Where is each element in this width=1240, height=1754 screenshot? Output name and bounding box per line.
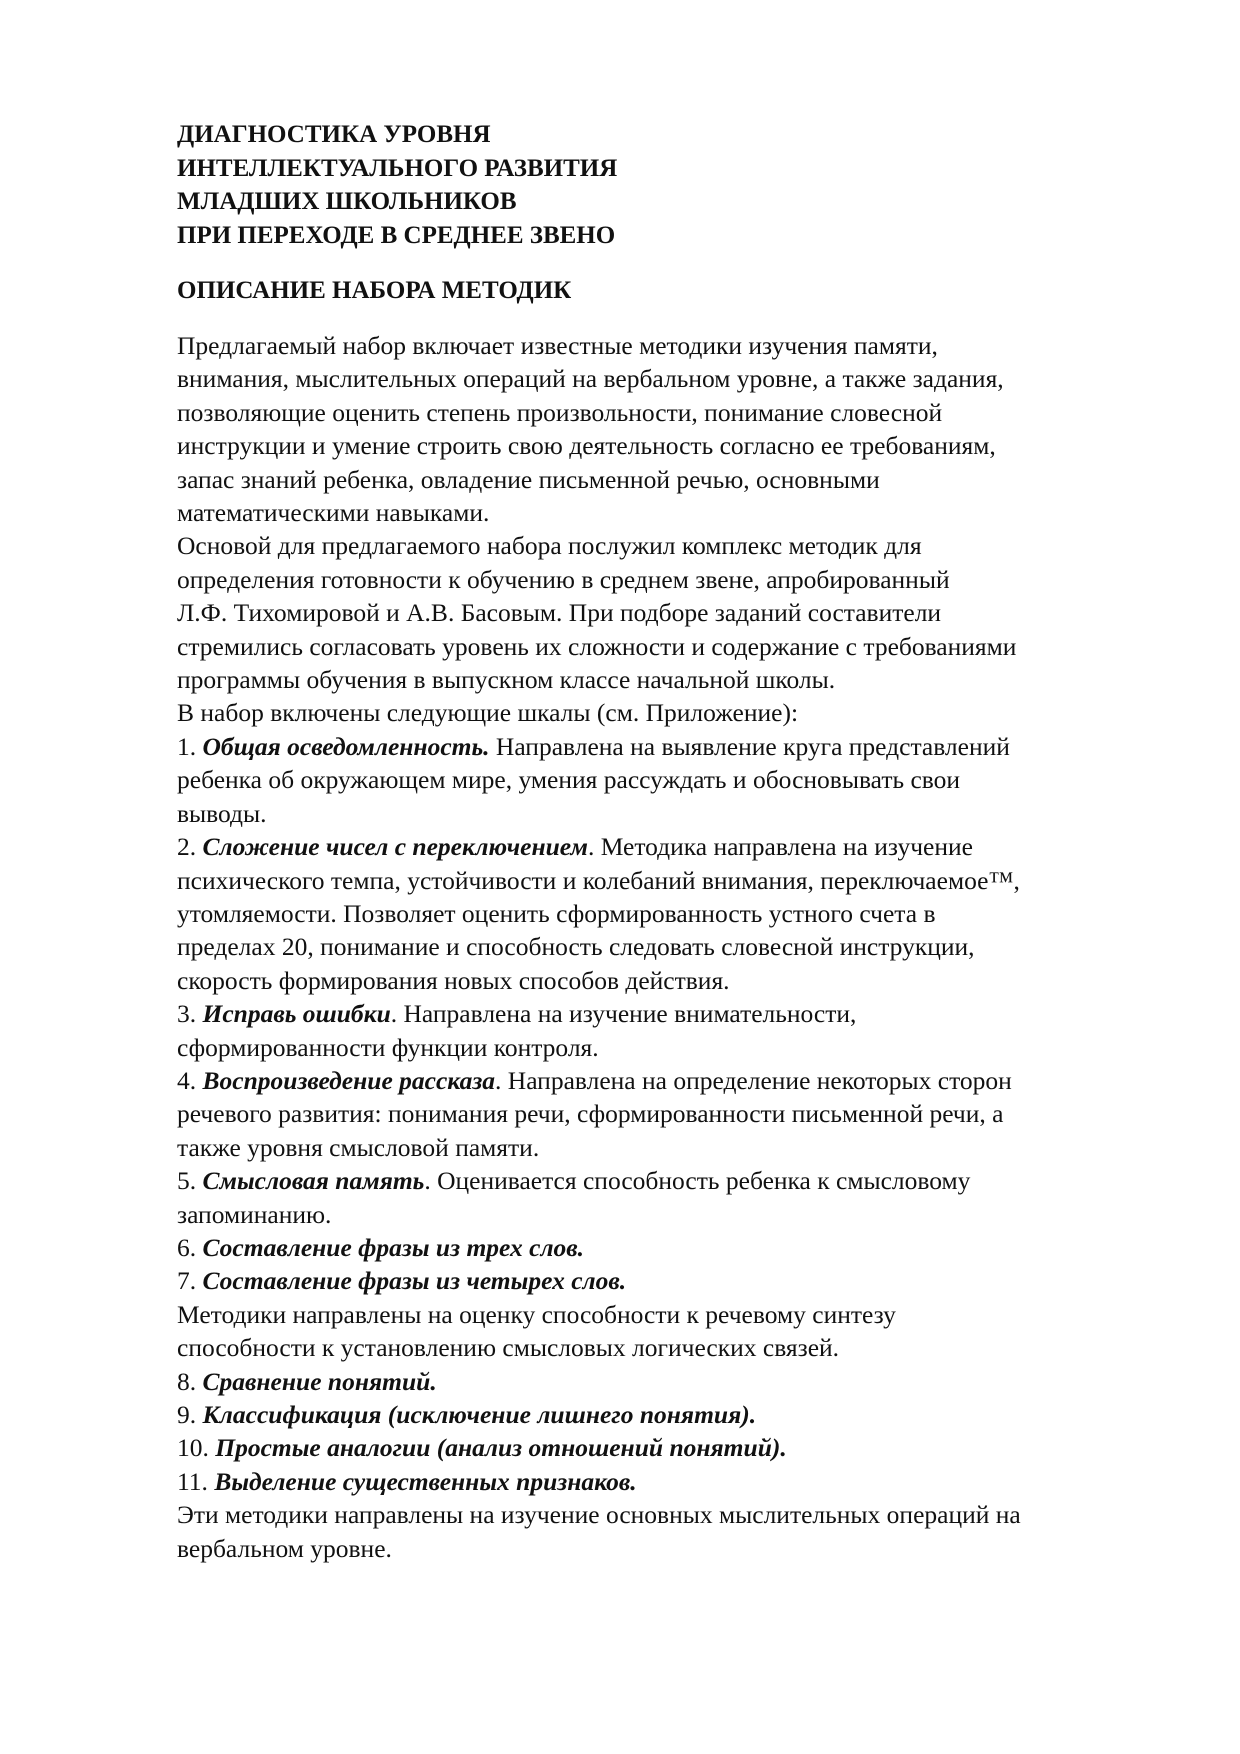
- item-title: Сравнение понятий.: [202, 1366, 437, 1396]
- methods-note: [177, 1498, 1177, 1565]
- text-line: [177, 1064, 1177, 1097]
- text-line: скорость формирования новых способов действия.: [177, 965, 730, 995]
- item-title: Сложение чисел с переключением: [202, 832, 588, 862]
- text-line: позволяющие оценить степень произвольности, понимание словесной: [177, 397, 943, 427]
- document-body: [177, 329, 1177, 1565]
- text-line: ребенка об окружающем мире, умения рассуждать и обосновывать свои: [177, 765, 961, 795]
- text-line: [177, 1365, 1177, 1398]
- text-line: запоминанию.: [177, 1199, 332, 1229]
- document-page: [177, 118, 1177, 1565]
- text-line: [177, 730, 1177, 763]
- item-number: 10.: [177, 1433, 216, 1463]
- text-line: Методики направлены на оценку способности к речевому синтезу: [177, 1299, 896, 1329]
- item-title: Исправь ошибки: [202, 999, 391, 1029]
- item-title: Выделение существенных признаков.: [214, 1466, 637, 1496]
- text-line: [177, 1231, 1177, 1264]
- methods-note: [177, 1298, 1177, 1365]
- intro-paragraph: [177, 329, 1177, 730]
- item-title: Составление фразы из трех слов.: [202, 1232, 585, 1262]
- text-line: Л.Ф. Тихомировой и А.В. Басовым. При подборе заданий составители: [177, 598, 942, 628]
- item-number: 6.: [177, 1232, 203, 1262]
- title-line: ИНТЕЛЛЕКТУАЛЬНОГО РАЗВИТИЯ: [177, 154, 618, 182]
- item-text: . Методика направлена на изучение: [587, 832, 973, 862]
- text-line: инструкции и умение строить свою деятельность согласно ее требованиям,: [177, 431, 996, 461]
- text-line: математическими навыками.: [177, 498, 490, 528]
- text-line: определения готовности к обучению в среднем звене, апробированный: [177, 564, 950, 594]
- text-line: [177, 997, 1177, 1030]
- text-line: [177, 1465, 1177, 1498]
- text-line: стремились согласовать уровень их сложности и содержание с требованиями: [177, 631, 1017, 661]
- item-number: 4.: [177, 1065, 203, 1095]
- list-item: [177, 1431, 1177, 1464]
- text-line: [177, 1431, 1177, 1464]
- item-title: Смысловая память: [202, 1166, 425, 1196]
- text-line: также уровня смысловой памяти.: [177, 1132, 540, 1162]
- list-item: [177, 1164, 1177, 1231]
- item-text: . Направлена на определение некоторых сторон: [495, 1065, 1012, 1095]
- item-title: Воспроизведение рассказа: [202, 1065, 496, 1095]
- list-item: [177, 1231, 1177, 1264]
- list-item: [177, 1264, 1177, 1297]
- title-line: ПРИ ПЕРЕХОДЕ В СРЕДНЕЕ ЗВЕНО: [177, 221, 616, 249]
- item-title: Составление фразы из четырех слов.: [202, 1266, 627, 1296]
- list-item: [177, 1064, 1177, 1164]
- text-line: внимания, мыслительных операций на вербальном уровне, а также задания,: [177, 364, 1004, 394]
- item-number: 9.: [177, 1400, 203, 1429]
- text-line: вербальном уровне.: [177, 1533, 392, 1563]
- text-line: [177, 830, 1177, 863]
- document-title: [177, 118, 1177, 252]
- item-title: Общая осведомленность.: [202, 731, 490, 761]
- text-line: пределах 20, понимание и способность следовать словесной инструкции,: [177, 932, 975, 962]
- list-item: [177, 1398, 1177, 1431]
- item-number: 1.: [177, 731, 203, 761]
- text-line: В набор включены следующие шкалы (см. Приложение):: [177, 698, 799, 728]
- text-line: Основой для предлагаемого набора послужил комплекс методик для: [177, 531, 922, 561]
- section-heading: ОПИСАНИЕ НАБОРА МЕТОДИК: [177, 277, 572, 304]
- item-number: 3.: [177, 999, 203, 1029]
- item-number: 11.: [177, 1466, 215, 1496]
- list-item: [177, 730, 1177, 830]
- text-line: Предлагаемый набор включает известные методики изучения памяти,: [177, 331, 938, 360]
- title-line: МЛАДШИХ ШКОЛЬНИКОВ: [177, 188, 517, 215]
- title-line: ДИАГНОСТИКА УРОВНЯ: [177, 121, 491, 148]
- text-line: способности к установлению смысловых логических связей.: [177, 1333, 840, 1363]
- item-text: . Направлена на изучение внимательности,: [390, 999, 857, 1029]
- list-item: [177, 1465, 1177, 1498]
- text-line: выводы.: [177, 798, 267, 828]
- list-item: [177, 830, 1177, 997]
- text-line: психического темпа, устойчивости и колебаний внимания, переключаемое™,: [177, 865, 1020, 895]
- item-number: 7.: [177, 1266, 203, 1296]
- list-item: [177, 1365, 1177, 1398]
- text-line: программы обучения в выпускном классе начальной школы.: [177, 665, 836, 695]
- text-line: [177, 1398, 1177, 1431]
- text-line: Эти методики направлены на изучение основных мыслительных операций на: [177, 1500, 1021, 1530]
- text-line: [177, 1264, 1177, 1297]
- text-line: [177, 1164, 1177, 1197]
- item-number: 2.: [177, 832, 203, 862]
- item-title: Классификация (исключение лишнего понятия).: [202, 1400, 757, 1429]
- text-line: утомляемости. Позволяет оценить сформированность устного счета в: [177, 898, 936, 928]
- text-line: речевого развития: понимания речи, сформированности письменной речи, а: [177, 1099, 1004, 1129]
- item-number: 5.: [177, 1166, 203, 1196]
- item-text: Направлена на выявление круга представлений: [489, 731, 1010, 761]
- list-item: [177, 997, 1177, 1064]
- text-line: запас знаний ребенка, овладение письменной речью, основными: [177, 464, 880, 494]
- item-number: 8.: [177, 1366, 203, 1396]
- item-title: Простые аналогии (анализ отношений понятий).: [215, 1433, 787, 1463]
- text-line: сформированности функции контроля.: [177, 1032, 599, 1062]
- item-text: . Оценивается способность ребенка к смысловому: [424, 1166, 971, 1196]
